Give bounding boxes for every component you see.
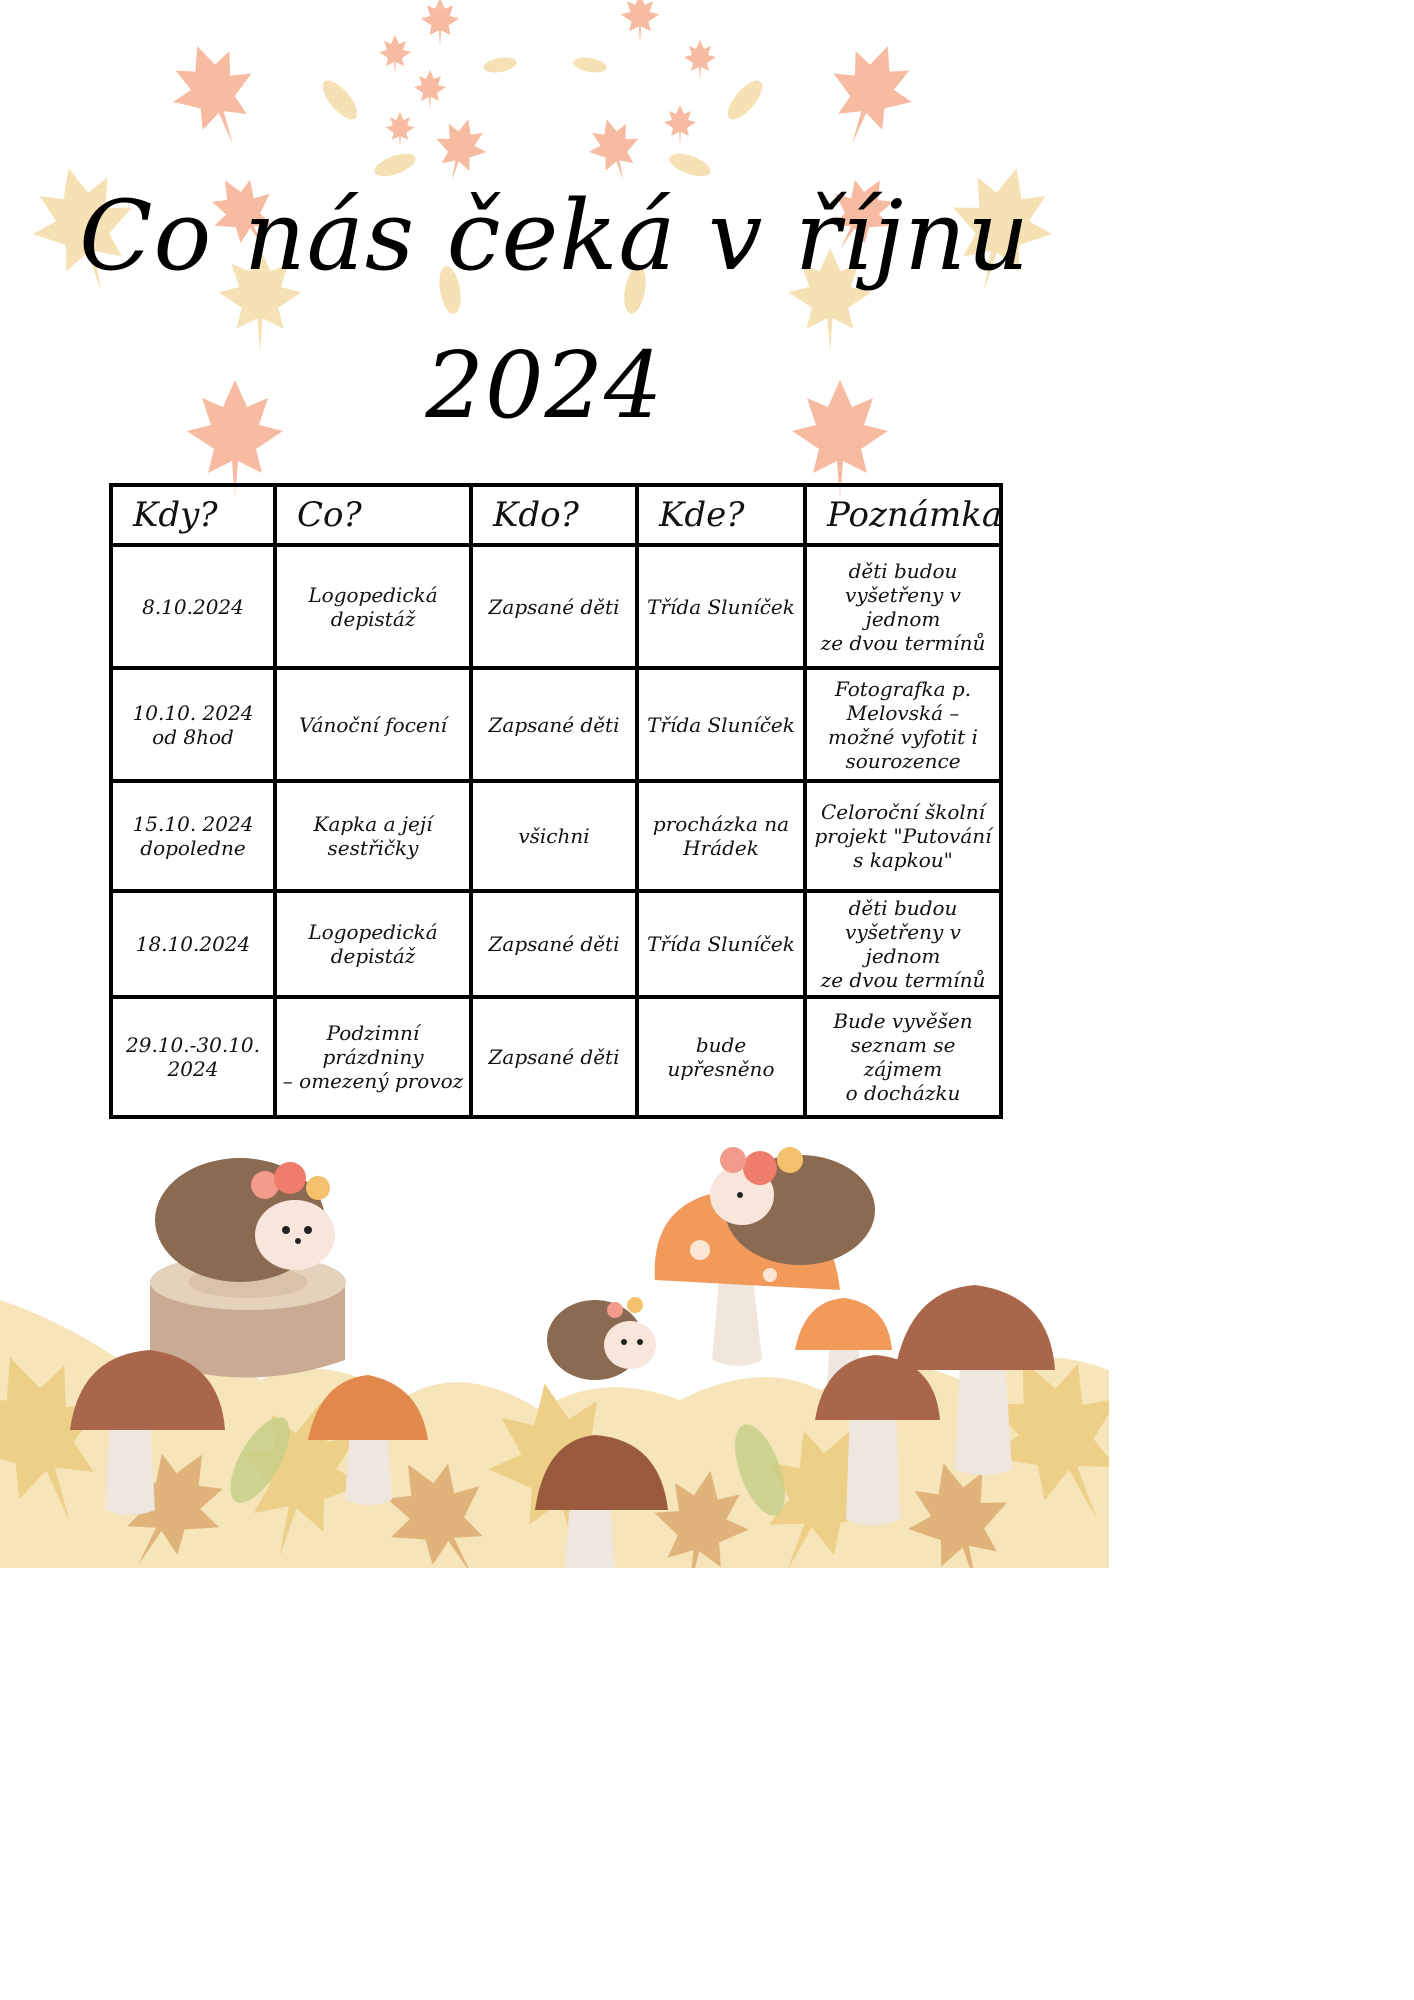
cell-kdo: všichni (471, 781, 637, 891)
cell-kdo: Zapsané děti (471, 545, 637, 668)
table-row (111, 668, 1001, 781)
cell-poznamka: Bude vyvěšen seznam se zájmem o docházku (805, 997, 1001, 1117)
column-header-kdy: Kdy? (111, 485, 275, 545)
table-row (111, 545, 1001, 668)
cell-kde: Třída Sluníček (637, 891, 805, 997)
cell-kdy: 10.10. 2024 od 8hod (111, 668, 275, 781)
cell-kdy: 29.10.-30.10. 2024 (111, 997, 275, 1117)
column-header-poznamka: Poznámka (805, 485, 1001, 545)
cell-kdo: Zapsané děti (471, 891, 637, 997)
cell-co: Kapka a její sestřičky (275, 781, 471, 891)
table-row (111, 781, 1001, 891)
cell-kde: procházka na Hrádek (637, 781, 805, 891)
table-row (111, 891, 1001, 997)
cell-kdy: 8.10.2024 (111, 545, 275, 668)
small-hedgehog (547, 1297, 656, 1380)
cell-co: Logopedická depistáž (275, 891, 471, 997)
page-title-year: 2024 (425, 332, 664, 439)
column-header-co: Co? (275, 485, 471, 545)
column-header-kdo: Kdo? (471, 485, 637, 545)
cell-kdo: Zapsané děti (471, 668, 637, 781)
cell-kde: bude upřesněno (637, 997, 805, 1117)
column-header-kde: Kde? (637, 485, 805, 545)
cell-kdo: Zapsané děti (471, 997, 637, 1117)
cell-poznamka: Celoroční školní projekt "Putování s kapkou" (805, 781, 1001, 891)
cell-kdy: 18.10.2024 (111, 891, 275, 997)
hedgehog-on-stump (150, 1158, 346, 1378)
cell-kde: Třída Sluníček (637, 545, 805, 668)
cell-co: Vánoční focení (275, 668, 471, 781)
table-row (111, 997, 1001, 1117)
cell-poznamka: Fotografka p. Melovská – možné vyfotit i sourozence (805, 668, 1001, 781)
cell-kde: Třída Sluníček (637, 668, 805, 781)
cell-co: Podzimní prázdniny – omezený provoz (275, 997, 471, 1117)
cell-poznamka: děti budou vyšetřeny v jednom ze dvou termínů (805, 891, 1001, 997)
cell-poznamka: děti budou vyšetřeny v jednom ze dvou termínů (805, 545, 1001, 668)
table-header-row (111, 485, 1001, 545)
cell-co: Logopedická depistáž (275, 545, 471, 668)
cell-kdy: 15.10. 2024 dopoledne (111, 781, 275, 891)
page-title: Co nás čeká v říjnu (79, 180, 1030, 292)
schedule-table (109, 483, 1003, 1119)
